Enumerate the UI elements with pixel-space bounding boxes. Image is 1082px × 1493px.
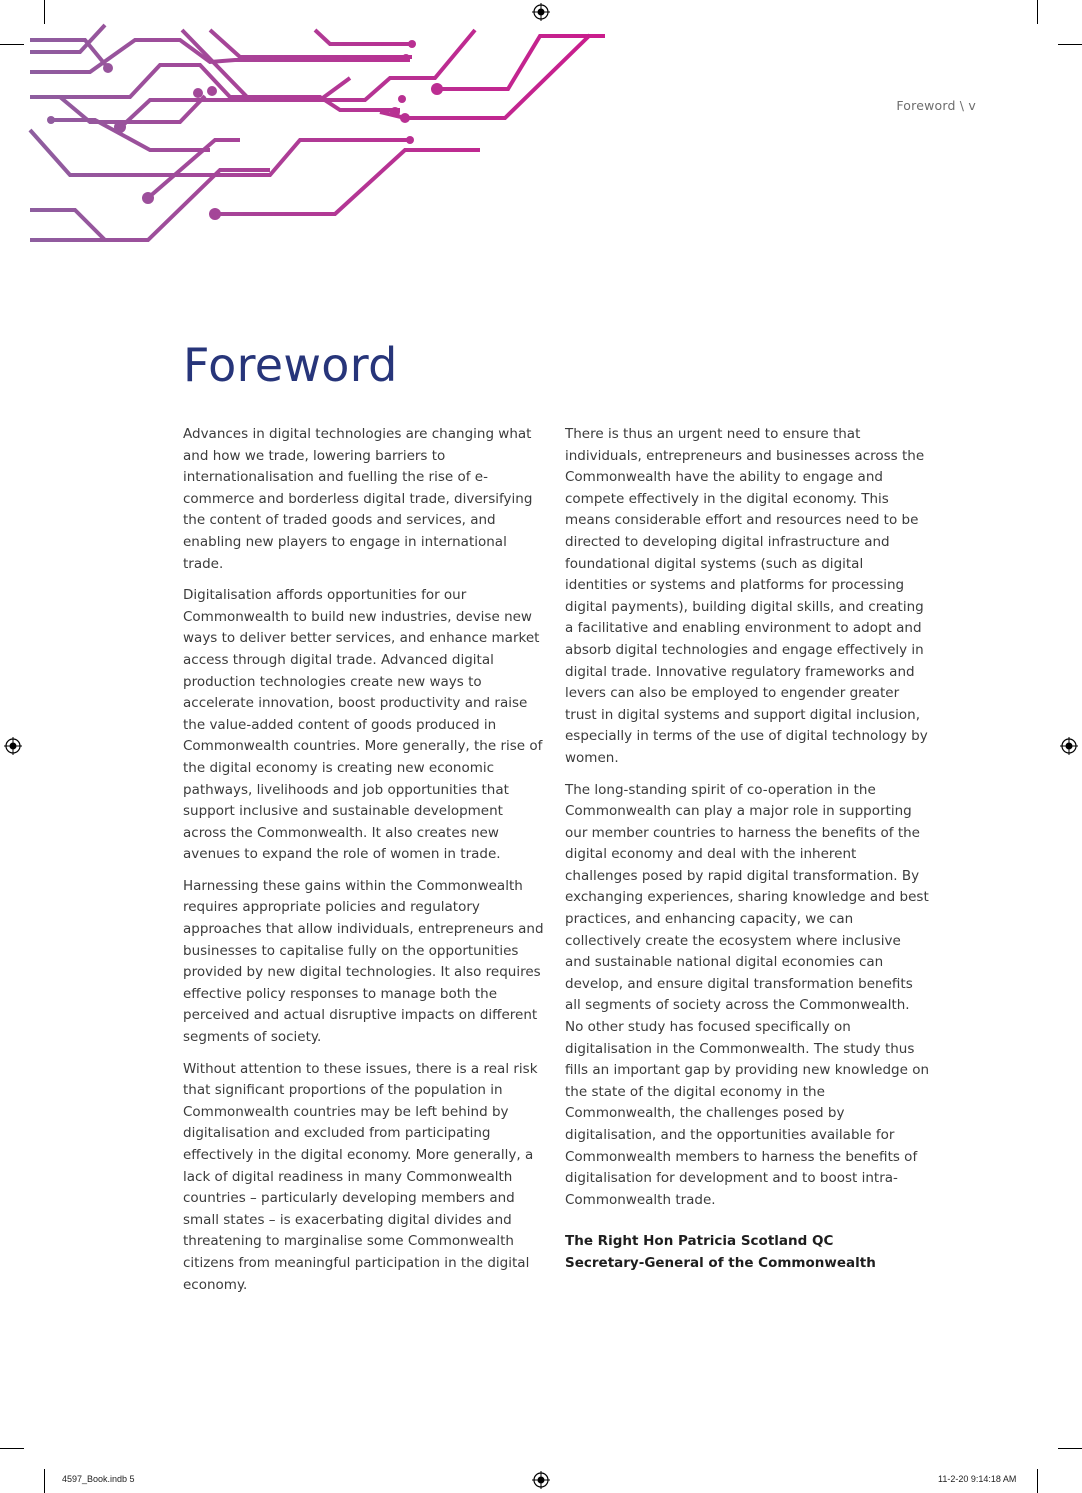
paragraph: Without attention to these issues, there is a real risk that significant proportions of the population in Commonwealth countries may be left behind by digitalisation and excluded from participating effectively in the digital economy. More generally, a lack of digital readiness in many Commonwealth countries – particularly developing members and small states – is exacerbating digital divides and threatening to marginalise some Commonwealth citizens from meaningful participation in the digital economy. <box>183 1060 538 1293</box>
signature-role: Secretary-General of the Commonwealth <box>565 1254 876 1271</box>
circuit-node <box>142 192 154 204</box>
circuit-trace <box>30 170 270 240</box>
circuit-node <box>114 121 126 133</box>
circuit-node <box>390 107 400 117</box>
paragraph: There is thus an urgent need to ensure that individuals, entrepreneurs and businesses across the Commonwealth have the ability to engage and compete effectively in the digital economy. This means considerable effort and resources need to be directed to developing digital infrastructure and foundational digital systems (such as digital identities or systems and platforms for processing digital payments), building digital skills, and creating a facilitative and enabling environment to adopt and absorb digital technologies and engage effectively in digital trade. Innovative regulatory frameworks and levers can also be employed to engender greater trust in digital systems and support digital inclusion, especially in terms of the use of digital technology by women. <box>565 426 928 766</box>
circuit-graphic <box>0 0 620 250</box>
crop-mark <box>1058 1448 1082 1449</box>
circuit-node <box>103 63 113 73</box>
crop-mark <box>1058 44 1082 45</box>
circuit-node <box>400 113 410 123</box>
registration-mark-icon <box>532 3 550 21</box>
circuit-node <box>431 83 443 95</box>
slug-file: 4597_Book.indb 5 <box>62 1474 135 1484</box>
paragraph: Harnessing these gains within the Commonwealth requires appropriate policies and regulatory approaches that allow individuals, entrepreneurs and businesses to capitalise fully on the opportunities provided by new digital technologies. It also requires effective policy responses to manage both the perceived and actual disruptive impacts on different segments of society. <box>183 877 544 1046</box>
left-column <box>183 424 548 1306</box>
circuit-trace <box>315 30 412 44</box>
registration-mark-icon <box>1060 737 1078 755</box>
slug-timestamp: 11-2-20 9:14:18 AM <box>938 1474 1017 1484</box>
circuit-trace <box>30 210 105 240</box>
running-head: Foreword \ v <box>896 98 976 113</box>
page-title: Foreword <box>183 338 398 392</box>
signature-name: The Right Hon Patricia Scotland QC <box>565 1233 834 1250</box>
circuit-node <box>193 88 203 98</box>
circuit-node <box>207 86 217 96</box>
registration-mark-icon <box>4 737 22 755</box>
signature <box>565 1231 930 1274</box>
circuit-trace <box>50 120 210 150</box>
crop-mark <box>44 1469 45 1493</box>
right-column <box>565 424 930 1285</box>
registration-mark-icon <box>532 1471 550 1489</box>
crop-mark <box>0 1448 24 1449</box>
crop-mark <box>1037 1469 1038 1493</box>
circuit-node <box>398 95 406 103</box>
circuit-node <box>406 136 414 144</box>
crop-mark <box>1037 0 1038 24</box>
circuit-node <box>47 116 55 124</box>
paragraph: Digitalisation affords opportunities for our Commonwealth to build new industries, devise new ways to deliver better services, and enhance market access through digital trade. Advanced digital production technologies create new ways to accelerate innovation, boost productivity and raise the value-added content of goods produced in Commonwealth countries. More generally, the rise of the digital economy is creating new economic pathways, livelihoods and job opportunities that support inclusive and sustainable development across the Commonwealth. It also creates new avenues to expand the role of women in trade. <box>183 587 543 863</box>
circuit-node <box>402 54 410 62</box>
crop-mark <box>44 0 45 24</box>
circuit-node <box>408 40 416 48</box>
circuit-trace <box>215 150 480 214</box>
paragraph: The long-standing spirit of co-operation in the Commonwealth can play a major role in supporting our member countries to harness the benefits of the digital economy and deal with the inherent challenges posed by rapid digital transformation. By exchanging experiences, sharing knowledge and best practices, and enhancing capacity, we can collectively create the ecosystem where inclusive and sustainable national digital economies can develop, and ensure digital transformation benefits all segments of society across the Commonwealth. No other study has focused specifically on digitalisation in the Commonwealth. The study thus fills an important gap by providing new knowledge on the state of the digital economy in the Commonwealth, the challenges posed by digitalisation, and the opportunities available for Commonwealth members to harness the benefits of digitalisation for development and to boost intra-Commonwealth trade. <box>565 781 930 1208</box>
paragraph: Advances in digital technologies are changing what and how we trade, lowering barriers to internationalisation and fuelling the rise of e-commerce and borderless digital trade, diversifying the content of traded goods and services, and enabling new players to engage in international trade. <box>183 426 533 572</box>
circuit-node <box>209 208 221 220</box>
crop-mark <box>0 44 24 45</box>
